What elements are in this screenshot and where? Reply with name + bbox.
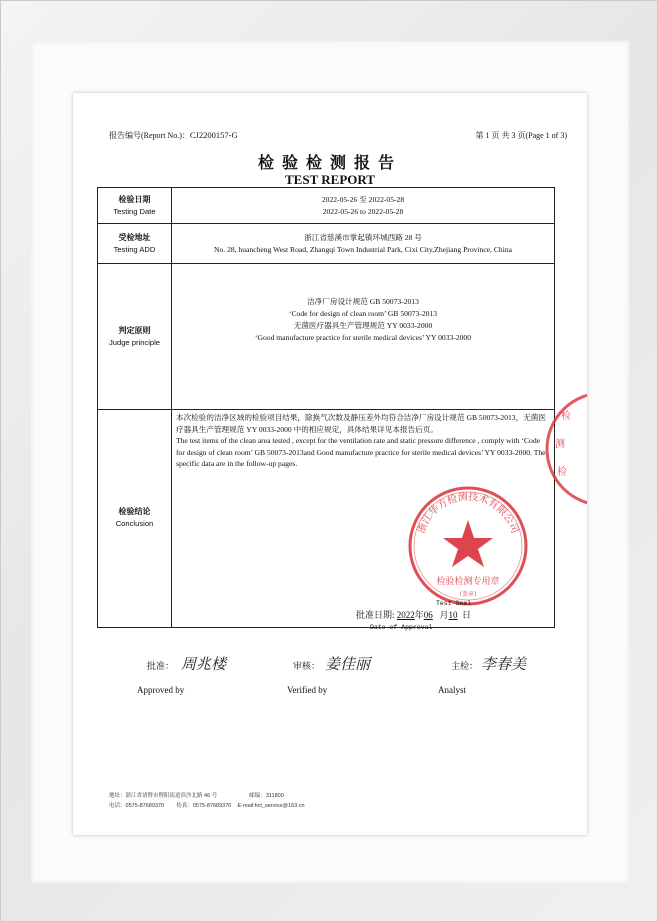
judge-standard-1-cn: 洁净厂房设计规范 GB 50073-2013 [307,297,419,306]
svg-text:浙江华方检测技术有限公司: 浙江华方检测技术有限公司 [415,491,521,535]
approved-by-label-cn: 批准： [147,661,175,671]
conclusion-label-en: Conclusion [115,519,154,529]
approved-by-signature: 周兆楼 [181,655,227,673]
svg-text:检: 检 [557,467,567,478]
conclusion-text-cn: 本次检验的洁净区域的检验项目结果，除换气次数及静压差外均符合洁净厂房设计规范 GB 50073-2013，无菌医疗器具生产管理规范 YY 0033-2000 中的相应规定，具体结果详见本报告后页。 [176,413,546,434]
footer-contact-line [109,801,305,809]
svg-text:测: 测 [555,439,565,450]
seal-area [176,470,550,631]
svg-text:检: 检 [561,411,571,422]
report-number-value: CJ2200157-G [189,130,238,140]
approval-date [356,610,471,622]
page-info: 第 1 页 共 3 页(Page 1 of 3) [475,131,567,140]
row-testing-date [98,188,555,224]
approval-day: 10 [448,609,458,620]
testing-add-en: No. 28, huancheng West Road, Zhangqi Town Industrial Park, Cixi City,Zhejiang Province, China [214,244,512,254]
company-seal-stamp [404,482,532,610]
verified-by-label-en: Verified by [287,685,328,695]
row-testing-add [98,224,555,264]
approved-by-label-en: Approved by [137,685,185,695]
title-chinese: 检验检测报告 [257,153,402,172]
row-conclusion [98,410,555,628]
approval-year: 2022 [396,609,415,620]
verified-by-signature: 姜佳丽 [325,655,371,673]
approval-month-suffix: 月 [439,609,449,620]
approval-date-en: Date of Approval [370,623,433,631]
testing-date-en: 2022-05-26 to 2022-05-28 [322,206,404,216]
conclusion-label-cn: 检验结论 [118,507,151,517]
footer-address-line [109,791,284,799]
side-seal-stamp [543,389,587,509]
svg-text:检验检测专用章: 检验检测专用章 [436,576,500,587]
testing-date-label-en: Testing Date [113,206,156,216]
footer-address: 浙江省诸暨市暨阳街道滨沙北路 46 号 [125,793,218,799]
judge-standard-1-en: ‘Code for design of clean room’ GB 50073-2013 [288,309,438,318]
footer-email: hct_service@163.cn [254,803,305,809]
judge-label-en: Judge principle [108,337,161,347]
analyst-signature: 李春美 [481,655,527,673]
footer-zip-label: 邮编： [249,793,266,799]
footer-email-label: E-mail: [237,803,255,809]
report-table [97,187,555,631]
footer-fax-label: 传真： [176,803,193,809]
footer-address-label: 地址： [109,793,126,799]
row-judge-principle [98,264,555,410]
judge-standard-2-en: ‘Good manufacture practice for sterile medical devices’ YY 0033-2000 [254,333,472,342]
footer-zip: 311800 [265,793,284,799]
verified-by-label-cn: 审核： [293,661,321,671]
report-page [73,93,587,835]
title-english: TEST REPORT [285,172,375,187]
conclusion-text-en: The test items of the clean area tested , except for the ventilation rate and static pressure difference , comply with ‘Code for design of clean room’ GB 50073-2013and Good manufacture practice for sterile medical devices’ YY 0033-2000. The specific data are in the follow-up pages. [176,436,546,468]
analyst-label-en: Analyst [438,685,466,695]
report-number-label: 报告编号(Report No.)： [109,131,190,140]
approval-date-prefix: 批准日期: [356,609,395,620]
svg-text:(盖章): (盖章) [459,590,477,598]
footer-tel-label: 电话： [109,803,126,809]
judge-label-cn: 判定原则 [118,325,151,335]
testing-date-label-cn: 检验日期 [118,194,151,204]
approval-month: 06 [423,609,433,620]
testing-date-cn: 2022-05-26 至 2022-05-28 [321,194,405,204]
report-number [109,130,238,141]
test-seal-label: Test Seal [436,599,472,607]
approval-day-suffix: 日 [462,609,472,620]
judge-standard-2-cn: 无菌医疗器具生产管理规范 YY 0033-2000 [293,321,433,330]
footer-fax: 0575-87689370 [192,803,232,809]
testing-add-label-cn: 受检地址 [118,232,151,242]
analyst-label-cn: 主检： [451,661,479,671]
approval-year-suffix: 年 [414,609,424,620]
testing-add-cn: 浙江省慈溪市掌起镇环城西路 28 号 [304,232,422,242]
testing-add-label-en: Testing ADD [113,244,156,254]
footer-tel: 0575-87689370 [125,803,165,809]
